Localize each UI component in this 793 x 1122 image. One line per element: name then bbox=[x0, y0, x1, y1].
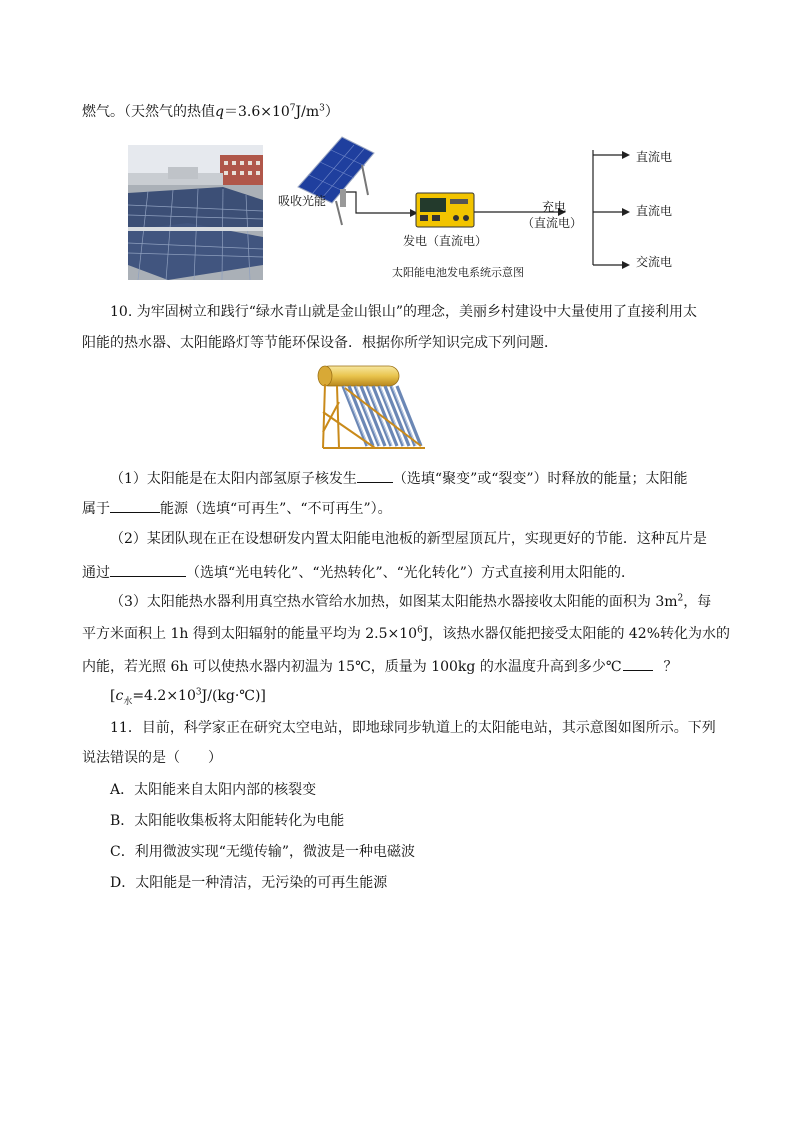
heat-value-line bbox=[82, 102, 339, 122]
absorb-light-label: 吸收光能 bbox=[278, 194, 327, 208]
generate-dc-label: 发电（直流电） bbox=[403, 234, 488, 248]
q10-part3-text-c-end: ？ bbox=[663, 659, 678, 675]
q10-part1-text-c: 属于 bbox=[82, 501, 110, 517]
q10-part3-line-2 bbox=[82, 624, 730, 644]
q10-part3-line-1 bbox=[110, 592, 711, 612]
q11-option-d[interactable]: D．太阳能是一种清洁，无污染的可再生能源 bbox=[110, 875, 388, 891]
q10-line-1: 10. 为牢固树立和践行“绿水青山就是金山银山”的理念，美丽乡村建设中大量使用了直接利用太 bbox=[110, 304, 698, 320]
q-value: ＝3.6×10 bbox=[223, 104, 290, 120]
q11-line-1: 11．目前，科学家正在研究太空电站，即地球同步轨道上的太阳能电站，其示意图如图所示。下列 bbox=[110, 720, 716, 736]
q10-part1-blank-1[interactable] bbox=[357, 467, 393, 483]
q10-part1-line-2 bbox=[82, 497, 392, 519]
q11-line-2: 说法错误的是（ ） bbox=[82, 750, 222, 766]
charge-dc-label: （直流电） bbox=[522, 216, 583, 230]
specific-heat-line bbox=[110, 686, 266, 706]
rooftop-solar-illustration bbox=[128, 145, 263, 280]
solar-system-diagram bbox=[270, 135, 690, 285]
charge-controller-icon bbox=[416, 193, 474, 227]
q10-part3-text-c: 内能，若光照 6h 可以使热水器内初温为 15℃，质量为 100kg 的水温度升高到多少℃ bbox=[82, 659, 622, 675]
specific-heat-value: =4.2×10 bbox=[132, 688, 196, 704]
specific-heat-exponent: 3 bbox=[195, 687, 202, 698]
q10-part3-text-b: 平方米面积上 1h 得到太阳辐射的能量平均为 2.5×10 bbox=[82, 626, 418, 642]
q10-part3-line-3 bbox=[82, 655, 677, 677]
q10-part3-text-b-end: J，该热水器仅能把接受太阳能的 42%转化为水的 bbox=[422, 626, 731, 642]
q10-part3-blank[interactable] bbox=[623, 655, 653, 671]
q-symbol: q bbox=[215, 104, 224, 120]
q10-part1-text-d: 能源（选填“可再生”、“不可再生”）。 bbox=[160, 501, 392, 517]
q11-option-c[interactable]: C．利用微波实现“无缆传输”，微波是一种电磁波 bbox=[110, 844, 416, 860]
q10-part2-line: （2）某团队现在正在设想研发内置太阳能电池板的新型屋顶瓦片，实现更好的节能．这种瓦片是 bbox=[110, 531, 707, 547]
solar-water-heater-illustration bbox=[315, 362, 435, 450]
output-dc-2-label: 直流电 bbox=[636, 204, 673, 218]
diagram-caption: 太阳能电池发电系统示意图 bbox=[392, 266, 524, 279]
q-unit-exponent: 3 bbox=[319, 103, 325, 114]
q11-option-b[interactable]: B．太阳能收集板将太阳能转化为电能 bbox=[110, 813, 345, 829]
q10-line-2: 阳能的热水器、太阳能路灯等节能环保设备．根据你所学知识完成下列问题． bbox=[82, 335, 558, 351]
specific-heat-subscript: 水 bbox=[123, 696, 133, 707]
q10-part2-text-b: 通过 bbox=[82, 565, 110, 581]
q10-part2-blank[interactable] bbox=[110, 561, 186, 577]
q10-part3-text-a-end: ，每 bbox=[683, 594, 712, 610]
specific-heat-symbol: c bbox=[115, 688, 124, 704]
specific-heat-unit: J/(kg·℃)] bbox=[201, 688, 266, 704]
output-ac-label: 交流电 bbox=[636, 255, 673, 269]
area-exponent: 2 bbox=[677, 593, 684, 604]
heat-value-prefix: 燃气。（天然气的热值 bbox=[82, 104, 215, 120]
solar-panel-icon bbox=[298, 137, 374, 225]
q-exponent: 7 bbox=[289, 103, 296, 114]
q10-part1-text-a: （1）太阳能是在太阳内部氢原子核发生 bbox=[110, 471, 357, 487]
q-unit: J/m bbox=[295, 104, 320, 120]
rooftop-solar-photo bbox=[128, 145, 263, 280]
q10-part2-line-2 bbox=[82, 561, 635, 583]
specific-heat-open-bracket: [ bbox=[110, 688, 116, 704]
q10-part1-blank-2[interactable] bbox=[110, 497, 160, 513]
output-dc-1-label: 直流电 bbox=[636, 150, 673, 164]
charge-label: 充电 bbox=[542, 200, 567, 214]
heat-value-suffix: ） bbox=[324, 104, 339, 120]
q10-part1-line bbox=[110, 467, 688, 489]
q10-part1-text-b: （选填“聚变”或“裂变”）时释放的能量；太阳能 bbox=[392, 471, 688, 487]
q10-part3-text-a: （3）太阳能热水器利用真空热水管给水加热，如图某太阳能热水器接收太阳能的面积为 3m bbox=[110, 594, 678, 610]
energy-exponent: 6 bbox=[417, 625, 423, 636]
q10-part2-text-c: （选填“光电转化”、“光热转化”、“光化转化”）方式直接利用太阳能的． bbox=[186, 565, 635, 581]
q11-option-a[interactable]: A．太阳能来自太阳内部的核裂变 bbox=[110, 782, 317, 798]
